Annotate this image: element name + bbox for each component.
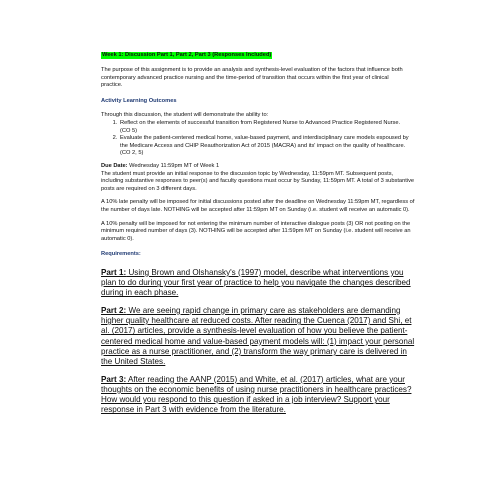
outcomes-list xyxy=(101,120,411,158)
document-body xyxy=(101,52,431,416)
due-date-value: Wednesday 11:59pm MT of Week 1 xyxy=(127,162,220,169)
outcome-item: 2. Evaluate the patient-centered medical home, value-based payment, and interdisciplinary care models espoused by the Medicare Access and CHIP Reauthorization Act of 2015 (MACRA) and its' impact on the quality of healthcare. (CO 2, 5) xyxy=(119,135,411,158)
due-date-label: Due Date: xyxy=(101,162,128,169)
part-1-label: Part 1: xyxy=(101,267,127,277)
outcomes-heading: Activity Learning Outcomes xyxy=(101,97,177,104)
late-penalty-paragraph: A 10% late penalty will be imposed for initial discussions posted after the deadline on Wednesday 11:59pm MT, regardless of the number of days late. NOTHING will be accepted after 11:59pm MT on Sunday (i.e. student will receive an automatic 0). xyxy=(101,199,415,213)
part-1-prompt xyxy=(101,268,419,299)
part-3-prompt xyxy=(101,375,419,416)
part-3-label: Part 3: xyxy=(101,374,127,384)
due-date-paragraph xyxy=(101,163,417,193)
title-row xyxy=(101,52,431,60)
part-3-text: After reading the AANP (2015) and White, et al. (2017) articles, what are your thoughts on the economic benefits of using nurse practitioners in healthcare practices? How would you respond to this question if asked in a job interview? Support your response in Part 3 with evidence from the literature. xyxy=(101,374,412,415)
requirements-heading: Requirements: xyxy=(101,251,141,258)
due-date-body: The student must provide an initial response to the discussion topic by Wednesday, 11:59pm MT. Subsequent posts, including substantive responses to peer(s) and faculty questions must occur by Sunday, 11:59pm MT. A total of 3 substantive posts are required on 3 different days. xyxy=(101,170,415,192)
outcome-item: 1. Reflect on the elements of successful transition from Registered Nurse to Advanced Practice Registered Nurse. (CO 5) xyxy=(119,120,411,135)
purpose-paragraph: The purpose of this assignment is to provide an analysis and synthesis-level evaluation of the factors that influence both contemporary advanced practice nursing and the time-period of transition that occurs within the first year of clinical practice. xyxy=(101,67,403,89)
part-2-label: Part 2: xyxy=(101,305,127,315)
part-2-prompt xyxy=(101,306,419,368)
document-title: Week 1: Discussion Part 1, Part 2, Part 3 (Responses Included) xyxy=(102,52,272,58)
outcomes-intro: Through this discussion, the student will demonstrate the ability to: xyxy=(101,112,269,119)
part-2-text: We are seeing rapid change in primary care as stakeholders are demanding higher quality healthcare at reduced costs. After reading the Cuenca (2017) and Shi, et al. (2017) articles, provide a synthesis-level evaluation of how you believe the patient-centered medical home and value-based payment models will: (1) impact your personal practice as a nurse practitioner, and (2) transform the way primary care is delivered in the United States. xyxy=(101,305,415,367)
part-1-text: Using Brown and Olshansky's (1997) model, describe what interventions you plan to do during your first year of practice to help you navigate the changes described during in each phase. xyxy=(101,267,411,298)
posting-penalty-paragraph: A 10% penalty will be imposed for not entering the minimum number of interactive dialogue posts (3) OR not posting on the minimum required number of days (3). NOTHING will be accepted after 11:59pm MT on Sunday (i.e. student will receive an automatic 0). xyxy=(101,220,411,242)
